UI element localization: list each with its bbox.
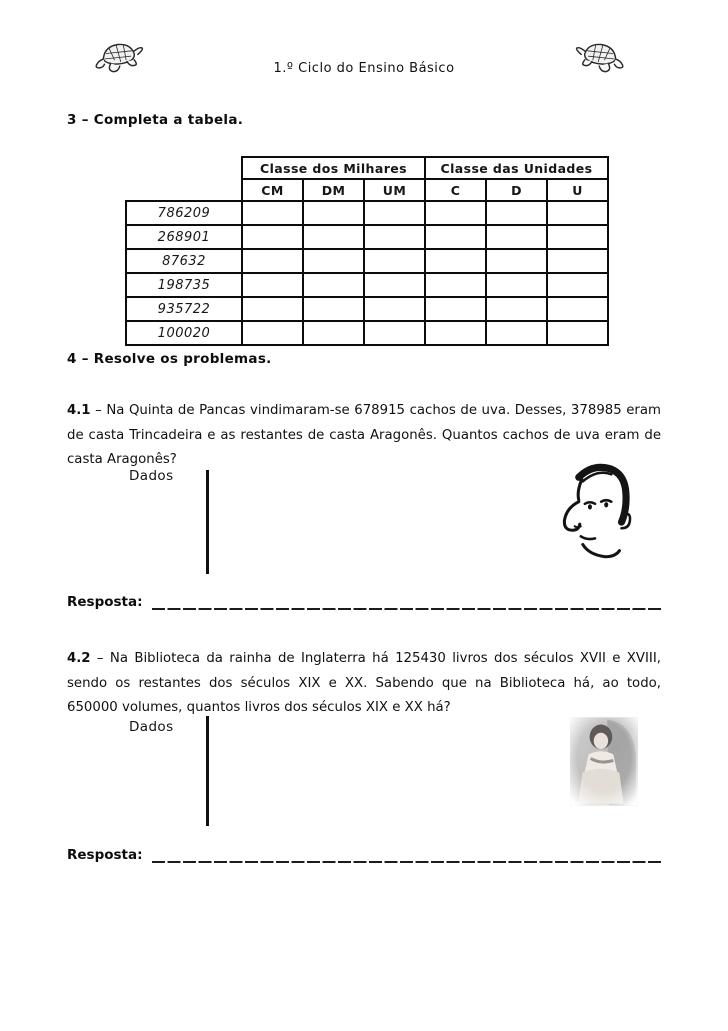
column-header-c: C — [425, 179, 486, 201]
table-cell — [242, 273, 303, 297]
column-header-um: UM — [364, 179, 425, 201]
table-cell — [242, 201, 303, 225]
row-label: 786209 — [126, 201, 242, 225]
table-group-header-row — [126, 157, 608, 179]
table-cell — [303, 201, 364, 225]
table-row — [126, 225, 608, 249]
page-title: 1.º Ciclo do Ensino Básico — [273, 61, 455, 76]
table-row — [126, 273, 608, 297]
table-cell — [242, 321, 303, 345]
table-cell — [303, 225, 364, 249]
table-cell — [364, 297, 425, 321]
table-cell — [486, 201, 547, 225]
column-header-cm: CM — [242, 179, 303, 201]
answer-blank-line — [152, 861, 661, 863]
girl-portrait-engraving-illustration — [566, 715, 642, 810]
problem-number: 4.1 — [67, 403, 91, 419]
table-cell — [547, 321, 608, 345]
resposta-row — [67, 593, 661, 612]
table-cell — [547, 273, 608, 297]
table-cell — [486, 273, 547, 297]
row-label: 87632 — [126, 249, 242, 273]
problem-4-2-text — [67, 647, 661, 721]
table-row — [126, 321, 608, 345]
table-cell — [425, 225, 486, 249]
row-label: 268901 — [126, 225, 242, 249]
answer-blank-line — [152, 608, 661, 610]
table-cell — [364, 249, 425, 273]
place-value-table — [125, 156, 609, 346]
man-caricature-illustration — [548, 459, 638, 573]
table-cell — [486, 297, 547, 321]
section4-heading: 4 – Resolve os problemas. — [67, 351, 272, 367]
table-cell — [486, 321, 547, 345]
column-header-u: U — [547, 179, 608, 201]
table-cell — [364, 201, 425, 225]
table-cell — [486, 225, 547, 249]
group-header-unidades: Classe das Unidades — [425, 157, 608, 179]
column-header-d: D — [486, 179, 547, 201]
resposta-label: Resposta: — [67, 847, 143, 863]
resposta-row — [67, 846, 661, 865]
table-row — [126, 297, 608, 321]
row-label: 198735 — [126, 273, 242, 297]
table-cell — [303, 273, 364, 297]
table-cell — [242, 297, 303, 321]
table-cell — [425, 297, 486, 321]
section3-heading: 3 – Completa a tabela. — [67, 112, 244, 128]
row-label: 935722 — [126, 297, 242, 321]
table-cell — [242, 225, 303, 249]
problem-number: 4.2 — [67, 651, 91, 667]
dados-label: Dados — [129, 719, 174, 735]
table-cell — [425, 321, 486, 345]
problem-statement: – Na Quinta de Pancas vindimaram-se 678915 cachos de uva. Desses, 378985 eram de casta Trincadeira e as restantes de casta Aragonês. Quantos cachos de uva eram de casta Aragonês? — [67, 403, 661, 468]
table-cell — [547, 249, 608, 273]
table-row — [126, 249, 608, 273]
table-cell — [486, 249, 547, 273]
dados-work-area-line — [206, 716, 209, 826]
table-cell — [303, 249, 364, 273]
table-corner — [126, 179, 242, 201]
table-cell — [242, 249, 303, 273]
dados-work-area-line — [206, 470, 209, 574]
turtle-icon — [574, 36, 628, 80]
problem-statement: – Na Biblioteca da rainha de Inglaterra há 125430 livros dos séculos XVII e XVIII, sendo os restantes dos séculos XIX e XX. Sabendo que na Biblioteca há, ao todo, 650000 volumes, quantos livros dos séculos XIX e XX há? — [67, 651, 661, 716]
table-cell — [303, 321, 364, 345]
table-row — [126, 201, 608, 225]
table-column-header-row — [126, 179, 608, 201]
group-header-milhares: Classe dos Milhares — [242, 157, 425, 179]
table-cell — [303, 297, 364, 321]
table-cell — [425, 273, 486, 297]
table-cell — [547, 225, 608, 249]
table-cell — [425, 249, 486, 273]
row-label: 100020 — [126, 321, 242, 345]
resposta-label: Resposta: — [67, 594, 143, 610]
table-corner — [126, 157, 242, 179]
table-cell — [364, 273, 425, 297]
table-cell — [425, 201, 486, 225]
table-cell — [364, 225, 425, 249]
column-header-dm: DM — [303, 179, 364, 201]
table-cell — [364, 321, 425, 345]
table-cell — [547, 201, 608, 225]
table-cell — [547, 297, 608, 321]
dados-label: Dados — [129, 468, 174, 484]
